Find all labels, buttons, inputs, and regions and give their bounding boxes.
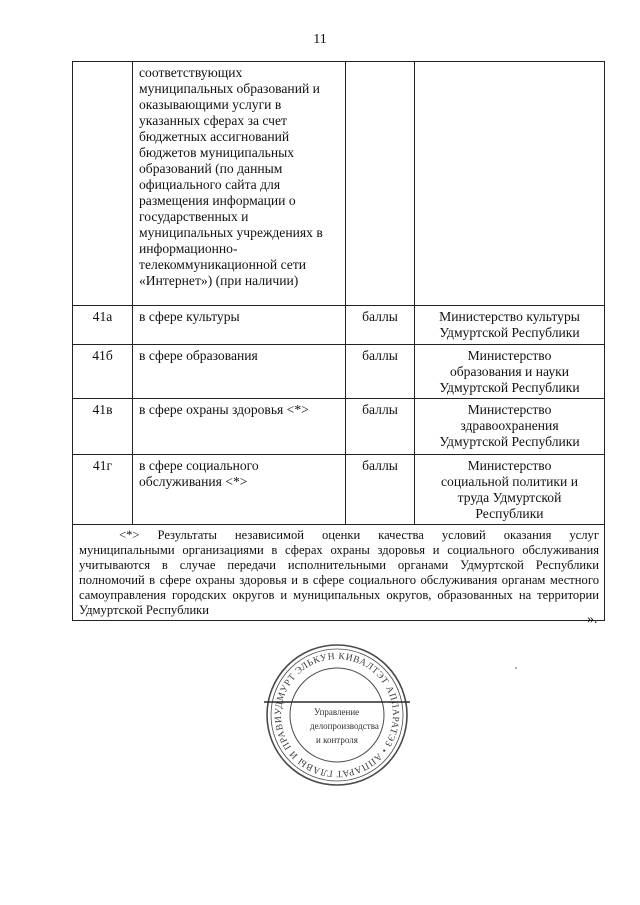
- indicator-text-line: телекоммуникационной сети: [139, 257, 307, 272]
- unit-cell: баллы: [346, 345, 415, 399]
- indicator-text-line: образований (по данным: [139, 161, 283, 176]
- stamp-line: и контроля: [316, 735, 358, 745]
- indicator-text-line: бюджетных ассигнований: [139, 129, 290, 144]
- responsible-line: Министерство культуры: [439, 309, 580, 324]
- row-number-cell: [73, 62, 133, 306]
- indicator-name-cell: [133, 345, 346, 399]
- page-number: 11: [313, 32, 327, 47]
- indicator-text-line: оказывающими услуги в: [139, 97, 282, 112]
- footnote-line: <*> Результаты независимой оценки качества условий оказания услуг: [119, 528, 599, 542]
- indicator-name-cell: [133, 399, 346, 455]
- footnote-line: учитываются в случае передачи исполнительными органами Удмуртской Республики: [79, 558, 599, 572]
- footnote-line: самоуправления городских округов и муниципальных округов, образованных на территории: [79, 588, 599, 602]
- indicator-text-line: информационно-: [139, 241, 238, 256]
- responsible-line: образования и науки: [449, 364, 570, 379]
- responsible-cell: [415, 399, 605, 455]
- footnote-line: полномочий в сфере охраны здоровья и в сфере социального обслуживания органам местного: [79, 573, 599, 587]
- indicator-text-line: муниципальных образований и: [139, 81, 320, 96]
- table-row: [73, 345, 605, 399]
- table-row: [73, 62, 605, 306]
- indicators-table: [72, 61, 605, 621]
- official-stamp: [262, 640, 412, 795]
- footnote-row: [73, 525, 605, 621]
- responsible-line: труда Удмуртской: [457, 490, 562, 505]
- responsible-cell: [415, 345, 605, 399]
- table-row: [73, 306, 605, 345]
- indicator-text-line: указанных сферах за счет: [139, 113, 287, 128]
- responsible-cell: [415, 306, 605, 345]
- responsible-line: Министерство: [467, 402, 552, 417]
- indicator-name-cell: [133, 306, 346, 345]
- unit-cell: баллы: [346, 399, 415, 455]
- closing-quote: ».: [587, 612, 598, 627]
- stamp-line: Управление: [314, 707, 360, 717]
- indicator-text-line: муниципальных учреждениях в: [139, 225, 323, 240]
- indicator-name-cell: [133, 455, 346, 525]
- stamp-line: делопроизводства: [310, 721, 379, 731]
- table-row: [73, 399, 605, 455]
- responsible-cell: [415, 62, 605, 306]
- responsible-line: Министерство: [467, 458, 552, 473]
- row-number-cell: 41б: [73, 345, 133, 399]
- scan-speck: [515, 667, 517, 669]
- indicator-name-cell: [133, 62, 346, 306]
- responsible-line: Министерство: [467, 348, 552, 363]
- responsible-cell: [415, 455, 605, 525]
- unit-cell: [346, 62, 415, 306]
- indicator-text-line: в сфере охраны здоровья <*>: [139, 402, 309, 417]
- responsible-line: Удмуртской Республики: [439, 325, 580, 340]
- responsible-line: Удмуртской Республики: [439, 380, 580, 395]
- footnote-line: муниципальными организациями в сферах охраны здоровья и социального обслуживания: [79, 543, 599, 557]
- indicator-text-line: в сфере социального: [139, 458, 259, 473]
- indicator-text-line: в сфере образования: [139, 348, 258, 363]
- row-number-cell: 41в: [73, 399, 133, 455]
- indicator-text-line: официального сайта для: [139, 177, 281, 192]
- unit-cell: баллы: [346, 306, 415, 345]
- responsible-line: Удмуртской Республики: [439, 434, 580, 449]
- indicator-text-line: бюджетов муниципальных: [139, 145, 295, 160]
- stamp-ring-text: УДМУРТ ЭЛЬКУН КИВАЛТЭТ АППАРАТЭЗ • АППАРАТ ГЛАВЫ И ПРАВИ: [273, 651, 401, 779]
- row-number-cell: 41г: [73, 455, 133, 525]
- indicator-text-line: соответствующих: [139, 65, 243, 80]
- indicator-text-line: государственных и: [139, 209, 249, 224]
- responsible-line: Республики: [475, 506, 544, 521]
- footnote-line: Удмуртской Республики: [79, 603, 210, 617]
- unit-cell: баллы: [346, 455, 415, 525]
- row-number-cell: 41а: [73, 306, 133, 345]
- responsible-line: здравоохранения: [460, 418, 559, 433]
- indicator-text-line: «Интернет») (при наличии): [139, 273, 299, 288]
- indicator-text-line: обслуживания <*>: [139, 474, 248, 489]
- indicator-text-line: размещения информации о: [139, 193, 296, 208]
- stamp-seal-icon: [262, 640, 412, 790]
- responsible-line: социальной политики и: [441, 474, 578, 489]
- footnote-cell: [73, 525, 605, 621]
- indicator-text-line: в сфере культуры: [139, 309, 240, 324]
- table-row: [73, 455, 605, 525]
